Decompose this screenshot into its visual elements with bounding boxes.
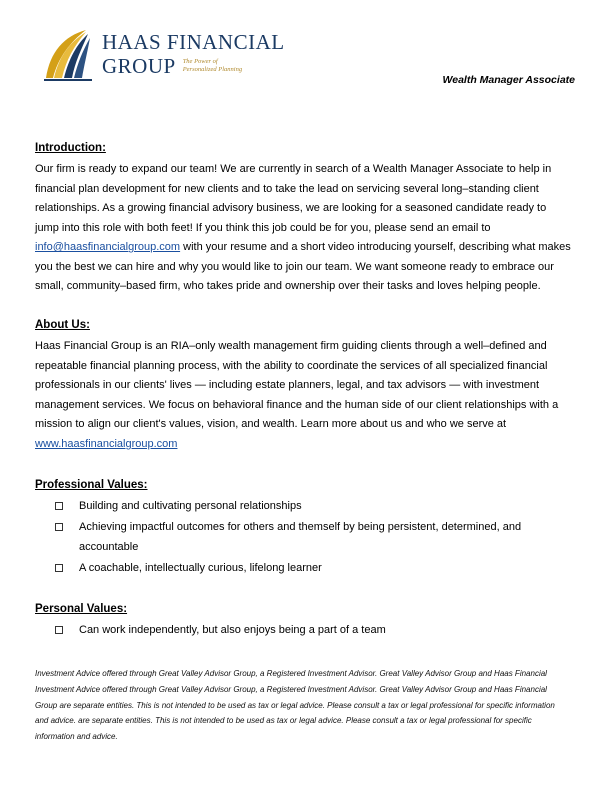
list-item-label: Building and cultivating personal relationships xyxy=(79,499,302,512)
document-header xyxy=(0,0,611,112)
professional-values-list xyxy=(35,497,573,579)
logo-wordmark xyxy=(102,28,285,77)
section-professional-values xyxy=(35,479,573,579)
website-link[interactable]: www.haasfinancialgroup.com xyxy=(35,437,178,450)
checkbox-icon xyxy=(55,564,63,572)
logo-line-1: HAAS FINANCIAL xyxy=(102,30,285,54)
list-item-label: Can work independently, but also enjoys being a part of a team xyxy=(79,623,386,636)
logo-tagline-line-2: Personalized Planning xyxy=(182,65,243,73)
checkbox-icon xyxy=(55,502,63,510)
checkbox-icon xyxy=(55,626,63,634)
list-item-label: A coachable, intellectually curious, lifelong learner xyxy=(79,562,322,575)
about-us-heading: About Us: xyxy=(35,319,90,332)
document-body xyxy=(0,142,611,744)
list-item xyxy=(55,559,573,579)
list-item xyxy=(55,497,573,517)
email-link[interactable]: info@haasfinancialgroup.com xyxy=(35,241,181,254)
introduction-paragraph xyxy=(35,160,573,297)
introduction-text-part-2: with your resume and a short video introducing yourself, describing what makes you the best we can hire and why you would like to join our team. We want someone ready to embrace our small, community–based firm, who takes pride and ownership over their tasks and loves helping people. xyxy=(35,241,571,293)
logo-line-2: GROUP xyxy=(102,54,176,78)
legal-disclaimer: Investment Advice offered through Great Valley Advisor Group, a Registered Investment Advisor. Great Valley Advisor Group and Haas Financial Investment Advice offered through Great Valley Advisor Group, a Registered Investment Advisor. Great Valley Advisor Group and Haas Financial Group are separate entities. This is not intended to be used as tax or legal advice. Please consult a tax or legal professional for specific information and advice. are separate entities. This is not intended to be used as tax or legal advice. Please consult a tax or legal professional for specific information and advice. xyxy=(35,669,555,741)
job-title: Wealth Manager Associate xyxy=(442,74,575,86)
list-item xyxy=(55,518,573,557)
logo-tagline xyxy=(183,58,242,77)
professional-values-heading: Professional Values: xyxy=(35,478,148,491)
about-us-paragraph xyxy=(35,337,573,454)
section-about-us xyxy=(35,319,573,454)
haas-logo-icon xyxy=(40,28,96,86)
about-us-text: Haas Financial Group is an RIA–only wealth management firm guiding clients through a well–defined and repeatable financial planning process, with the ability to coordinate the services of all specialized financial professionals in our clients' lives — including estate planners, legal, and tax advisors — with investment management services. We focus on behavioral finance and the human side of our client relationships with a mission to align our client's values, vision, and wealth. Learn more about us and who we serve at xyxy=(35,340,559,431)
list-item-label: Achieving impactful outcomes for others and themself by being persistent, determined, and accountable xyxy=(79,521,522,553)
section-personal-values xyxy=(35,603,573,641)
list-item xyxy=(55,621,573,641)
checkbox-icon xyxy=(55,523,63,531)
logo-tagline-line-1: The Power of xyxy=(182,57,218,65)
section-introduction xyxy=(35,142,573,297)
personal-values-heading: Personal Values: xyxy=(35,602,128,615)
personal-values-list xyxy=(35,621,573,641)
introduction-heading: Introduction: xyxy=(35,142,106,154)
company-logo xyxy=(40,28,285,86)
introduction-text-part-1: Our firm is ready to expand our team! We are currently in search of a Wealth Manager Associate to help in financial plan development for new clients and to take the lead on servicing several long–standing client relationships. As a growing financial advisory business, we are looking for a seasoned candidate ready to jump into this role with both feet! If you think this job could be for you, please send an email to xyxy=(35,163,552,234)
